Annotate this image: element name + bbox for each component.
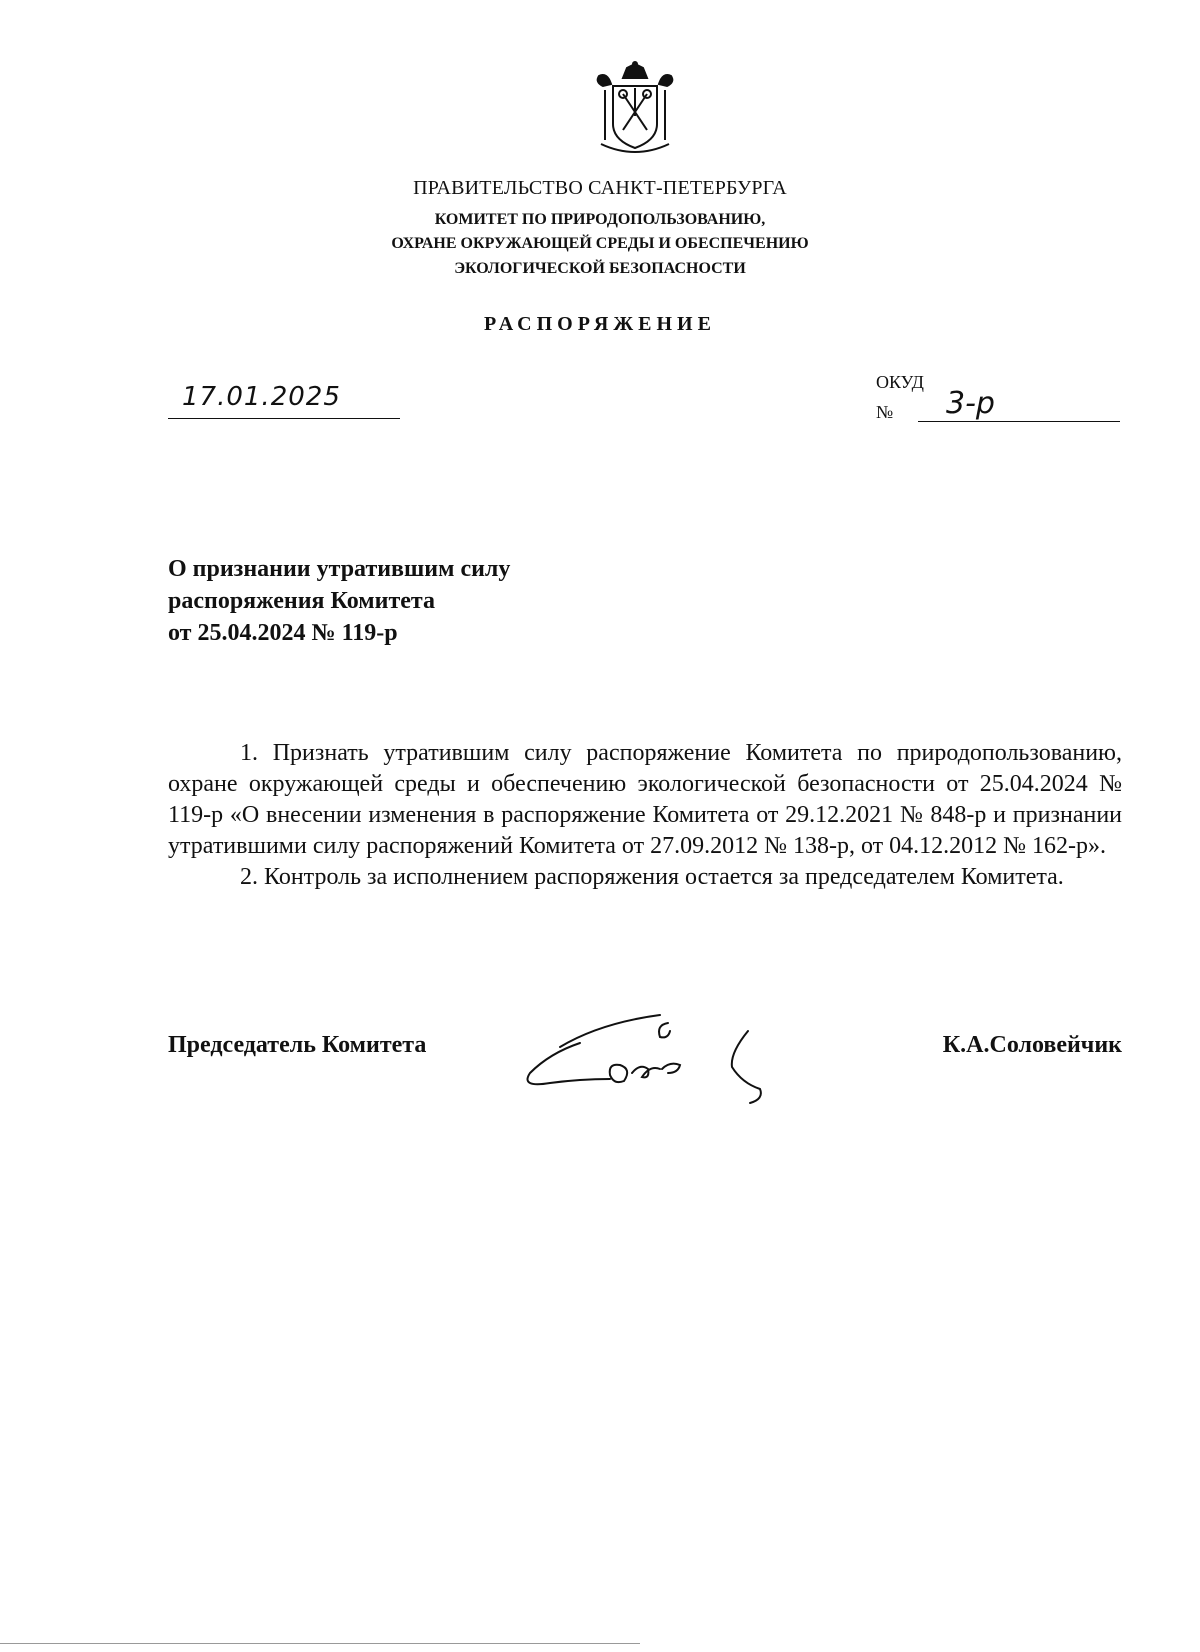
committee-name-line: КОМИТЕТ ПО ПРИРОДОПОЛЬЗОВАНИЮ, bbox=[434, 211, 766, 228]
document-number: 3-р bbox=[946, 386, 995, 421]
committee-name-line: ЭКОЛОГИЧЕСКОЙ БЕЗОПАСНОСТИ bbox=[454, 260, 746, 277]
okud-label: ОКУД bbox=[876, 372, 924, 392]
date-underline bbox=[168, 418, 400, 419]
document-title bbox=[168, 553, 668, 649]
body-paragraph: 2. Контроль за исполнением распоряжения остается за председателем Комитета. bbox=[240, 864, 1064, 890]
scan-edge-line bbox=[0, 1643, 640, 1644]
signer-name: К.А.Соловейчик bbox=[942, 1032, 1122, 1058]
number-sign: № bbox=[876, 402, 894, 422]
document-body bbox=[168, 738, 1122, 893]
document-type: РАСПОРЯЖЕНИЕ bbox=[484, 313, 716, 335]
title-line: от 25.04.2024 № 119-р bbox=[168, 620, 398, 646]
signature-image bbox=[520, 1003, 790, 1113]
signer-position: Председатель Комитета bbox=[168, 1032, 427, 1058]
government-name: ПРАВИТЕЛЬСТВО САНКТ-ПЕТЕРБУРГА bbox=[413, 177, 787, 199]
document-date: 17.01.2025 bbox=[182, 382, 341, 412]
body-paragraph: 1. Признать утратившим силу распоряжение Комитета по природопользованию, охране окружающей среды и обеспечению экологической безопасности от 25.04.2024 № 119-р «О внесении изменения в распоряжение Комитета от 29.12.2021 № 848-р и признании утратившими силу распоряжений Комитета от 27.09.2012 № 138-р, от 04.12.2012 № 162-р». bbox=[168, 740, 1122, 859]
committee-name-line: ОХРАНЕ ОКРУЖАЮЩЕЙ СРЕДЫ И ОБЕСПЕЧЕНИЮ bbox=[391, 235, 809, 252]
title-line: О признании утратившим силу bbox=[168, 556, 511, 582]
number-underline bbox=[918, 421, 1120, 422]
coat-of-arms-icon bbox=[585, 60, 685, 160]
title-line: распоряжения Комитета bbox=[168, 588, 435, 614]
